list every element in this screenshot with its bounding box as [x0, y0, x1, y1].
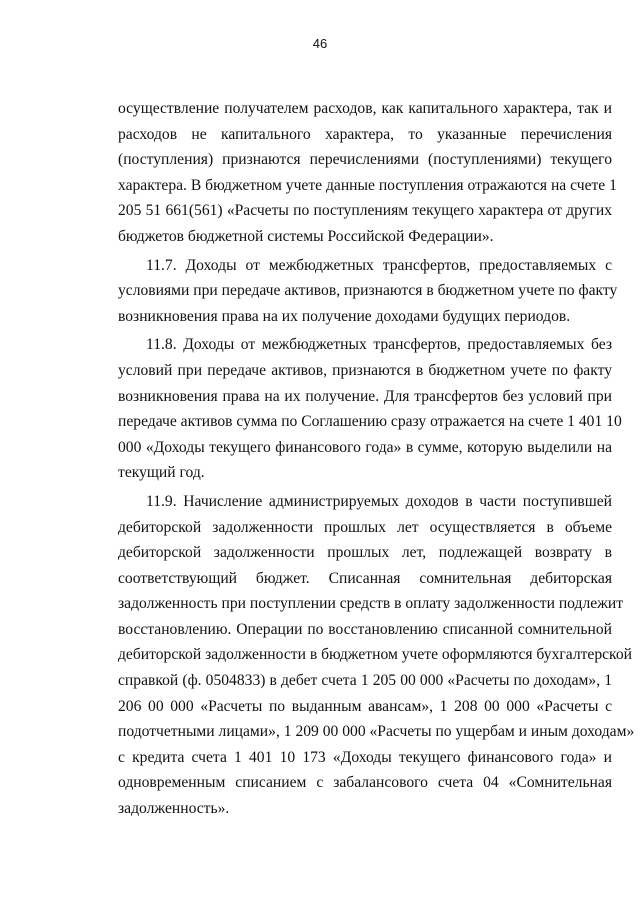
text-line: дебиторской задолженности прошлых лет, подлежащей возврату в [118, 544, 612, 562]
text-line: 11.8. Доходы от межбюджетных трансфертов, предоставляемых без [146, 336, 612, 354]
text-line: характера. В бюджетном учете данные поступления отражаются на счете 1 [118, 176, 617, 194]
text-line: задолженность при поступлении средств в оплату задолженности подлежит [118, 595, 624, 613]
paragraph-1 [118, 96, 617, 250]
document-body [118, 96, 635, 825]
text-line: 11.7. Доходы от межбюджетных трансфертов, предоставляемых с [146, 256, 612, 274]
text-line: бюджетов бюджетной системы Российской Федерации». [118, 227, 494, 245]
text-line: возникновения права на их получение доходами будущих периодов. [118, 307, 571, 325]
paragraph-11-7 [118, 253, 618, 330]
paragraph-11-8 [118, 332, 622, 486]
page-number: 46 [312, 36, 328, 51]
text-line: подотчетными лицами», 1 209 00 000 «Расчеты по ущербам и иным доходам» [118, 723, 635, 741]
text-line: 11.9. Начисление администрируемых доходов в части поступившей [146, 492, 612, 510]
text-line: соответствующий бюджет. Списанная сомнительная дебиторская [118, 569, 612, 587]
text-line: задолженность». [118, 800, 230, 818]
text-line: передаче активов сумма по Соглашению сразу отражается на счете 1 401 10 [118, 413, 622, 431]
text-line: возникновения права на их получение. Для трансфертов без условий при [118, 387, 612, 405]
text-line: 000 «Доходы текущего финансового года» в сумме, которую выделили на [118, 438, 612, 456]
text-line: дебиторской задолженности в бюджетном учете оформляются бухгалтерской [118, 646, 632, 664]
text-line: 206 00 000 «Расчеты по выданным авансам», 1 208 00 000 «Расчеты с [118, 697, 612, 715]
text-line: расходов не капитального характера, то указанные перечисления [118, 125, 612, 143]
text-line: (поступления) признаются перечислениями (поступлениями) текущего [118, 151, 612, 169]
text-line: условий при передаче активов, признаются в бюджетном учете по факту [118, 361, 612, 379]
text-line: справкой (ф. 0504833) в дебет счета 1 205 00 000 «Расчеты по доходам», 1 [118, 672, 612, 690]
text-line: восстановлению. Операции по восстановлению списанной сомнительной [118, 620, 612, 638]
text-line: 205 51 661(561) «Расчеты по поступлениям текущего характера от других [118, 202, 612, 220]
text-line: текущий год. [118, 464, 205, 482]
text-line: одновременным списанием с забалансового счета 04 «Сомнительная [118, 774, 612, 792]
text-line: с кредита счета 1 401 10 173 «Доходы текущего финансового года» и [118, 748, 612, 766]
text-line: условиями при передаче активов, признаются в бюджетном учете по факту [118, 282, 618, 300]
paragraph-11-9 [118, 489, 635, 822]
text-line: осуществление получателем расходов, как капитального характера, так и [118, 100, 612, 117]
text-line: дебиторской задолженности прошлых лет осуществляется в объеме [118, 518, 612, 536]
